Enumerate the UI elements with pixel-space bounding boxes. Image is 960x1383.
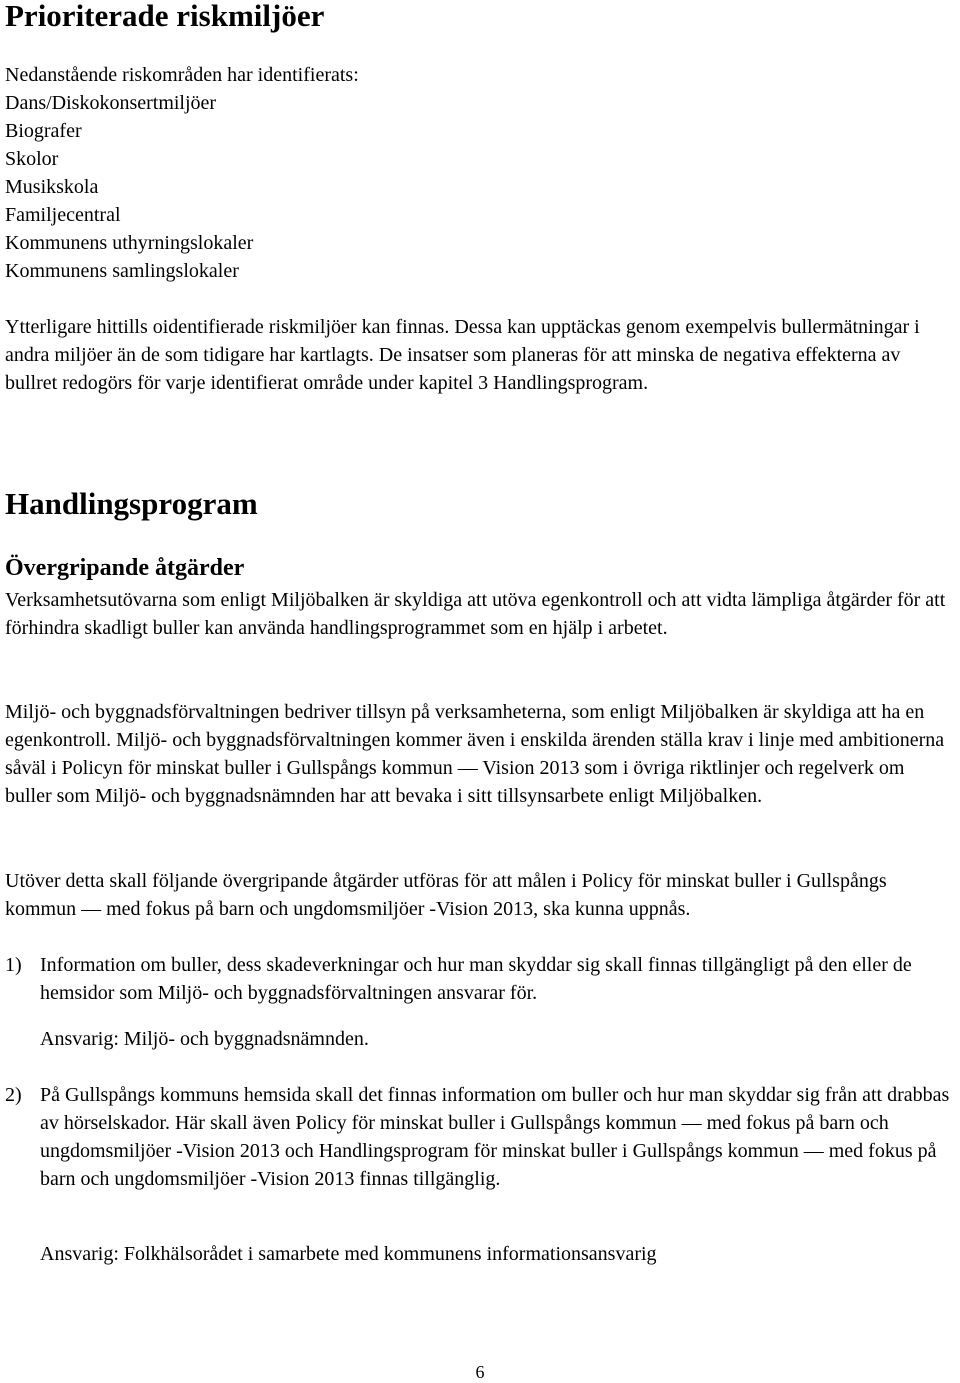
risk-intro: Nedanstående riskområden har identifierats: bbox=[5, 64, 359, 86]
subsection-title-overgripande: Övergripande åtgärder bbox=[5, 555, 245, 581]
action-item-text: Information om buller, dess skadeverkningar och hur man skyddar sig skall finnas tillgängligt på den eller de hemsidor som Miljö- och byggnadsförvaltningen ansvarar för. bbox=[40, 954, 912, 1004]
body-paragraph: Miljö- och byggnadsförvaltningen bedriver tillsyn på verksamheterna, som enligt Miljöbalken är skyldiga att ha en egenkontroll. Miljö- och byggnadsförvaltningen kommer även i enskilda ärenden ställa krav i linje med ambitionerna såväl i Policyn för minskat buller i Gullspångs kommun — Vision 2013 som i övriga riktlinjer och regelverk om buller som Miljö- och byggnadsnämnden har att bevaka i sitt tillsynsarbete enligt Miljöbalken. bbox=[5, 701, 945, 807]
page-number: 6 bbox=[475, 1362, 485, 1382]
risk-area-item: Skolor bbox=[5, 148, 59, 170]
action-item-number: 2) bbox=[5, 1084, 22, 1106]
risk-area-item: Familjecentral bbox=[5, 204, 121, 226]
risk-area-item: Musikskola bbox=[5, 176, 99, 198]
responsible-text: Ansvarig: Miljö- och byggnadsnämnden. bbox=[40, 1028, 369, 1050]
risk-area-item: Dans/Diskokonsertmiljöer bbox=[5, 92, 217, 114]
responsible-text: Ansvarig: Folkhälsorådet i samarbete med kommunens informationsansvarig bbox=[40, 1243, 657, 1265]
action-item-number: 1) bbox=[5, 954, 22, 976]
section-title-handlingsprogram: Handlingsprogram bbox=[5, 486, 258, 521]
body-paragraph: Verksamhetsutövarna som enligt Miljöbalken är skyldiga att utöva egenkontroll och att vidta lämpliga åtgärder för att förhindra skadligt buller kan använda handlingsprogrammet som en hjälp i arbetet. bbox=[5, 589, 946, 639]
risk-paragraph: Ytterligare hittills oidentifierade riskmiljöer kan finnas. Dessa kan upptäckas genom exempelvis bullermätningar i andra miljöer än de som tidigare har kartlagts. De insatser som planeras för att minska de negativa effekterna av bullret redogörs för varje identifierat område under kapitel 3 Handlingsprogram. bbox=[5, 316, 920, 394]
action-item-text: På Gullspångs kommuns hemsida skall det finnas information om buller och hur man skyddar sig från att drabbas av hörselskador. Här skall även Policy för minskat buller i Gullspångs kommun — med fokus på barn och ungdomsmiljöer -Vision 2013 och Handlingsprogram för minskat buller i Gullspångs kommun — med fokus på barn och ungdomsmiljöer -Vision 2013 finnas tillgänglig. bbox=[40, 1084, 950, 1190]
body-paragraph: Utöver detta skall följande övergripande åtgärder utföras för att målen i Policy för minskat buller i Gullspångs kommun — med fokus på barn och ungdomsmiljöer -Vision 2013, ska kunna uppnås. bbox=[5, 870, 887, 920]
action-item-responsible bbox=[5, 1240, 955, 1268]
risk-area-item: Biografer bbox=[5, 120, 82, 142]
section-title-riskmiljoer: Prioriterade riskmiljöer bbox=[5, 0, 325, 33]
action-item bbox=[5, 951, 955, 1007]
risk-area-item: Kommunens samlingslokaler bbox=[5, 260, 239, 282]
action-item bbox=[5, 1081, 955, 1193]
action-item-responsible bbox=[5, 1025, 955, 1053]
risk-area-item: Kommunens uthyrningslokaler bbox=[5, 232, 254, 254]
risk-area-list bbox=[5, 61, 955, 285]
